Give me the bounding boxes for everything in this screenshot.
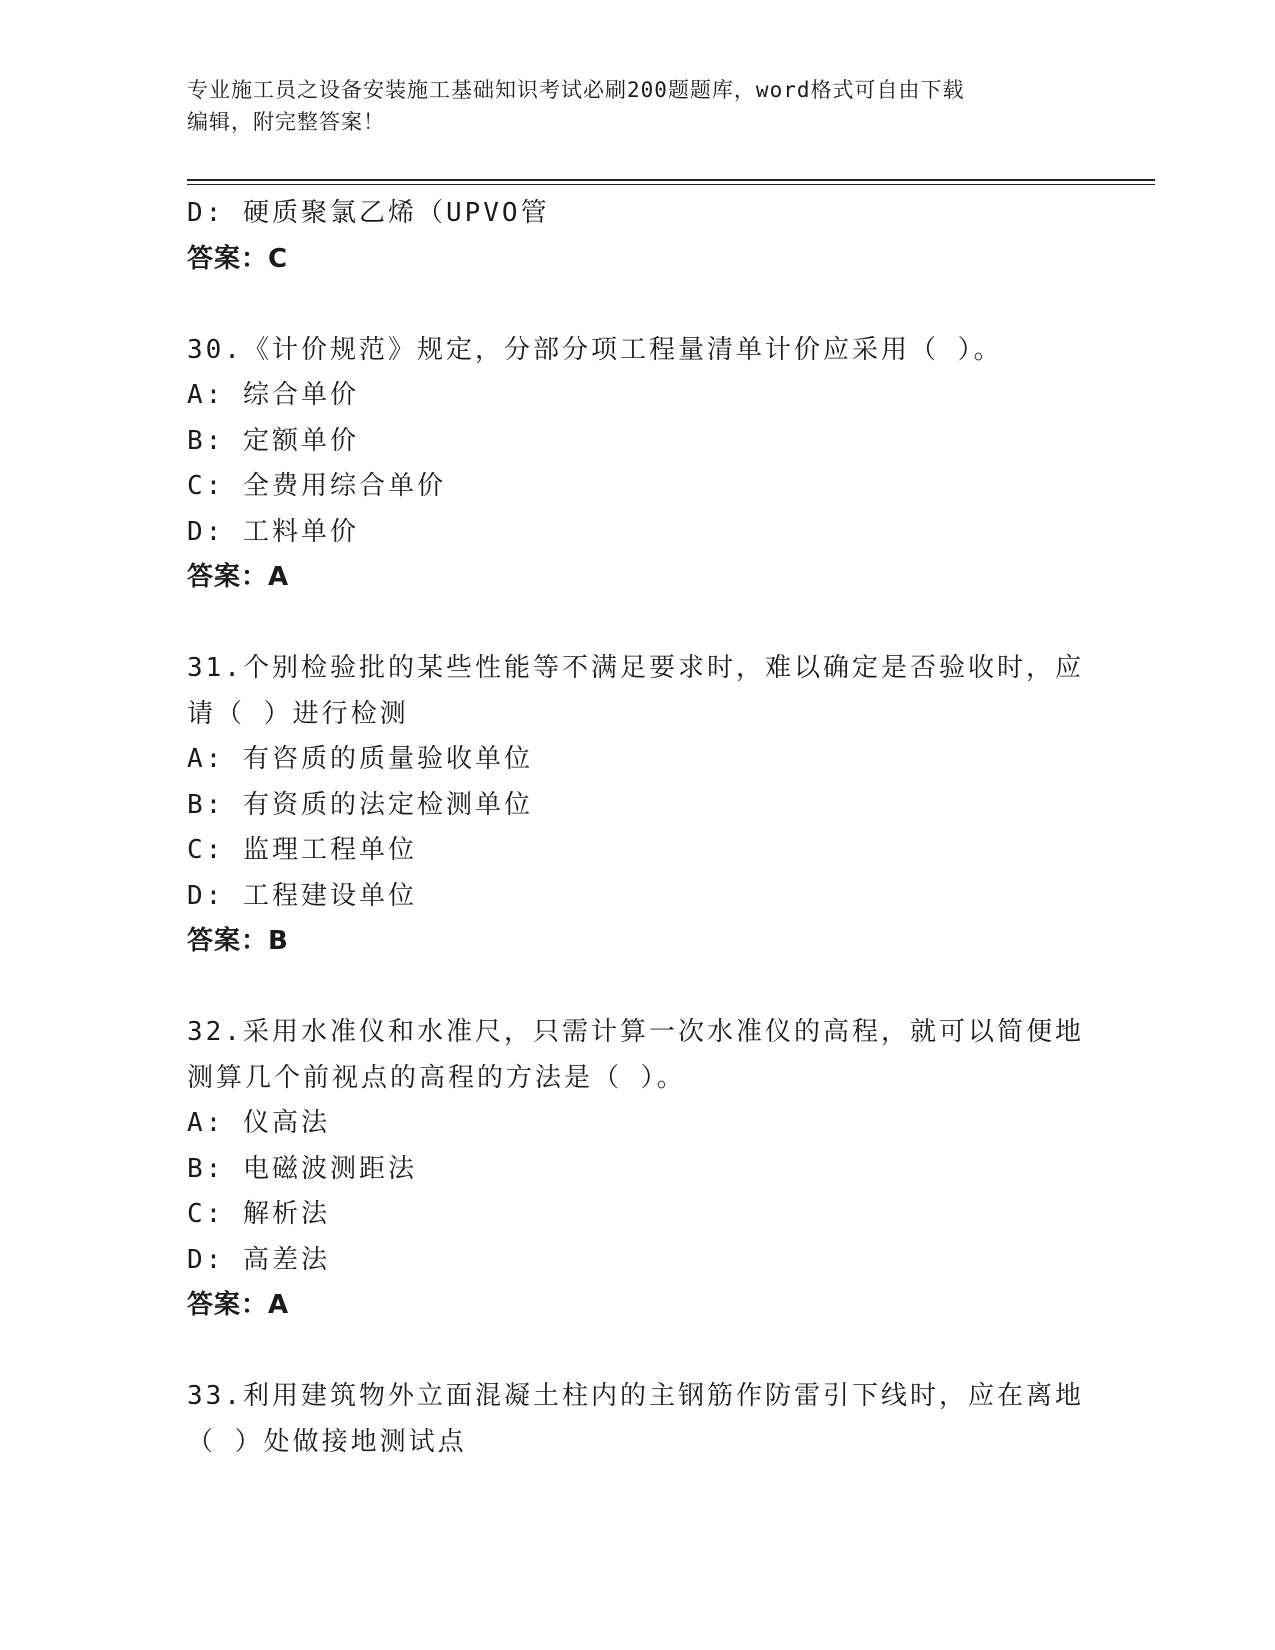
prev-answer: 答案：C	[187, 243, 289, 274]
header-divider-thick	[187, 179, 1155, 181]
option-a: A: 仪高法	[187, 1108, 330, 1138]
option-a: A: 有咨质的质量验收单位	[187, 744, 533, 774]
header-title-line-1: 专业施工员之设备安装施工基础知识考试必刷200题题库，word格式可自由下载	[187, 78, 965, 102]
spacer	[187, 1329, 1087, 1375]
answer: 答案：A	[187, 1290, 290, 1320]
option-a: A: 综合单价	[187, 380, 359, 410]
question-30	[187, 328, 1087, 601]
answer: 答案：B	[187, 926, 289, 956]
spacer	[187, 282, 1087, 328]
header-divider-thin	[187, 184, 1155, 185]
option-d: D: 工程建设单位	[187, 880, 417, 911]
question-33	[187, 1374, 1087, 1465]
option-c: C: 监理工程单位	[187, 835, 417, 865]
option-d: D: 工料单价	[187, 516, 359, 547]
prev-option-d: D: 硬质聚氯乙烯（UPVO管	[187, 198, 550, 228]
option-c: C: 解析法	[187, 1199, 330, 1229]
header-title-line-2: 编辑，附完整答案！	[187, 110, 385, 134]
document-header	[187, 74, 1067, 138]
question-stem-continued: 测算几个前视点的高程的方法是（ ）。	[187, 1062, 686, 1093]
answer: 答案：A	[187, 562, 290, 592]
question-32	[187, 1010, 1087, 1329]
option-c: C: 全费用综合单价	[187, 471, 446, 501]
option-b: B: 电磁波测距法	[187, 1153, 417, 1184]
question-list	[187, 191, 1087, 1465]
question-stem: 30.《计价规范》规定，分部分项工程量清单计价应采用（ ）。	[187, 334, 1003, 365]
question-stem: 31.个别检验批的某些性能等不满足要求时，难以确定是否验收时，应	[187, 653, 1084, 683]
question-stem-continued: 请（ ）进行检测	[187, 698, 409, 729]
spacer	[187, 965, 1087, 1011]
spacer	[187, 601, 1087, 647]
question-31	[187, 646, 1087, 965]
question-stem: 32.采用水准仪和水准尺，只需计算一次水准仪的高程，就可以简便地	[187, 1017, 1084, 1047]
question-stem: 33.利用建筑物外立面混凝土柱内的主钢筋作防雷引下线时，应在离地	[187, 1381, 1084, 1411]
question-stem-continued: （ ）处做接地测试点	[187, 1426, 467, 1457]
option-d: D: 高差法	[187, 1244, 330, 1275]
option-b: B: 有资质的法定检测单位	[187, 789, 533, 820]
option-b: B: 定额单价	[187, 425, 359, 456]
